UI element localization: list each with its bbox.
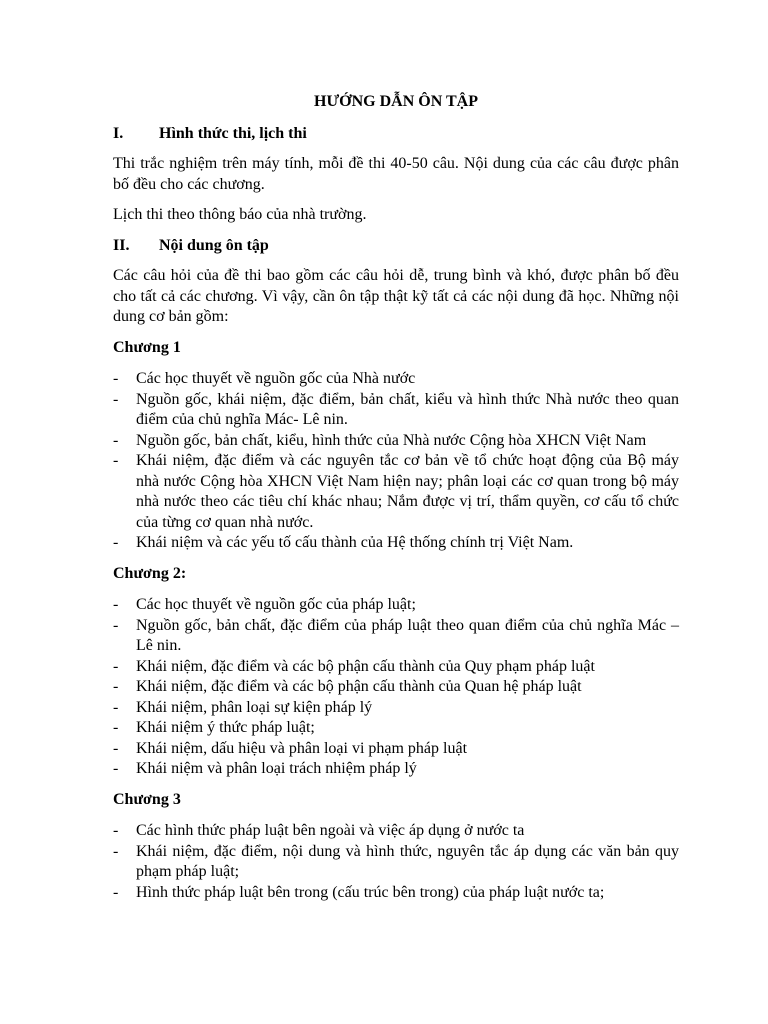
list-item-text: Khái niệm, dấu hiệu và phân loại vi phạm pháp luật (136, 739, 468, 757)
section-1-number: I. (113, 124, 124, 142)
list-item (113, 390, 679, 431)
list-item-text: Khái niệm và các yếu tố cấu thành của Hệ thống chính trị Việt Nam. (136, 534, 574, 551)
bullet-dash: - (113, 431, 119, 449)
section-2-heading (113, 236, 679, 257)
list-item-text: Khái niệm, phân loại sự kiện pháp lý (136, 698, 373, 716)
list-item-text: Khái niệm, đặc điểm và các bộ phận cấu thành của Quan hệ pháp luật (136, 678, 582, 695)
list-item (113, 718, 679, 739)
bullet-dash: - (113, 616, 119, 634)
bullet-dash: - (113, 822, 119, 839)
list-item (113, 369, 679, 390)
bullet-dash: - (113, 452, 119, 469)
list-item-text: Nguồn gốc, khái niệm, đặc điểm, bản chất, kiểu và hình thức Nhà nước theo quan điểm của chủ nghĩa Mác- Lê nin. (136, 390, 679, 428)
document-title: HƯỚNG DẪN ÔN TẬP (314, 93, 478, 110)
section-1-title: Hình thức thi, lịch thi (159, 124, 307, 142)
list-item-text: Khái niệm, đặc điểm và các nguyên tắc cơ bản về tổ chức hoạt động của Bộ máy nhà nước Cộng hòa XHCN Việt Nam hiện nay; phân loại các cơ quan trong bộ máy nhà nước theo các tiêu chí khác nhau; Nắm được vị trí, thẩm quyền, cơ cấu tổ chức của từng cơ quan nhà nước. (136, 452, 679, 531)
list-item-text: Hình thức pháp luật bên trong (cấu trúc bên trong) của pháp luật nước ta; (136, 883, 605, 901)
list-item (113, 677, 679, 698)
chapter-2-title: Chương 2: (113, 564, 187, 582)
section-1-paragraph: Thi trắc nghiệm trên máy tính, mỗi đề thi 40-50 câu. Nội dung của các câu được phân bố đều cho các chương. (113, 155, 679, 193)
list-item-text: Nguồn gốc, bản chất, kiểu, hình thức của Nhà nước Cộng hòa XHCN Việt Nam (136, 431, 647, 449)
bullet-dash: - (113, 760, 119, 777)
chapter-2-list (113, 595, 679, 780)
list-item-text: Các hình thức pháp luật bên ngoài và việc áp dụng ở nước ta (136, 822, 525, 839)
bullet-dash: - (113, 698, 119, 716)
chapter-1-title: Chương 1 (113, 338, 181, 356)
section-2-title: Nội dung ôn tập (159, 236, 269, 254)
list-item (113, 657, 679, 678)
bullet-dash: - (113, 739, 119, 757)
list-item (113, 533, 679, 554)
list-item (113, 698, 679, 719)
list-item-text: Khái niệm, đặc điểm và các bộ phận cấu thành của Quy phạm pháp luật (136, 657, 595, 675)
bullet-dash: - (113, 842, 119, 860)
bullet-dash: - (113, 719, 119, 736)
list-item (113, 759, 679, 780)
list-item-text: Khái niệm ý thức pháp luật; (136, 719, 315, 736)
chapter-3-title: Chương 3 (113, 790, 181, 808)
list-item (113, 616, 679, 657)
list-item (113, 739, 679, 760)
list-item-text: Khái niệm và phân loại trách nhiệm pháp lý (136, 760, 417, 777)
section-1-paragraph: Lịch thi theo thông báo của nhà trường. (113, 206, 367, 223)
list-item-text: Các học thuyết về nguồn gốc của Nhà nước (136, 370, 416, 387)
section-1-heading (113, 124, 679, 145)
section-2-number: II. (113, 236, 130, 254)
bullet-dash: - (113, 883, 119, 901)
bullet-dash: - (113, 596, 119, 613)
list-item-text: Các học thuyết về nguồn gốc của pháp luật; (136, 596, 416, 613)
list-item (113, 842, 679, 883)
list-item (113, 821, 679, 842)
list-item (113, 595, 679, 616)
list-item (113, 883, 679, 904)
bullet-dash: - (113, 678, 119, 695)
bullet-dash: - (113, 390, 119, 408)
list-item (113, 431, 679, 452)
bullet-dash: - (113, 657, 119, 675)
bullet-dash: - (113, 370, 119, 387)
chapter-1-list (113, 369, 679, 554)
list-item-text: Nguồn gốc, bản chất, đặc điểm của pháp luật theo quan điểm của chủ nghĩa Mác – Lê nin. (136, 616, 679, 654)
list-item (113, 451, 679, 533)
chapter-3-list (113, 821, 679, 903)
bullet-dash: - (113, 534, 119, 551)
list-item-text: Khái niệm, đặc điểm, nội dung và hình thức, nguyên tắc áp dụng các văn bản quy phạm pháp luật; (136, 842, 679, 880)
section-2-intro: Các câu hỏi của đề thi bao gồm các câu hỏi dễ, trung bình và khó, được phân bố đều cho tất cả các chương. Vì vậy, cần ôn tập thật kỹ tất cả các nội dung đã học. Những nội dung cơ bản gồm: (113, 267, 679, 325)
